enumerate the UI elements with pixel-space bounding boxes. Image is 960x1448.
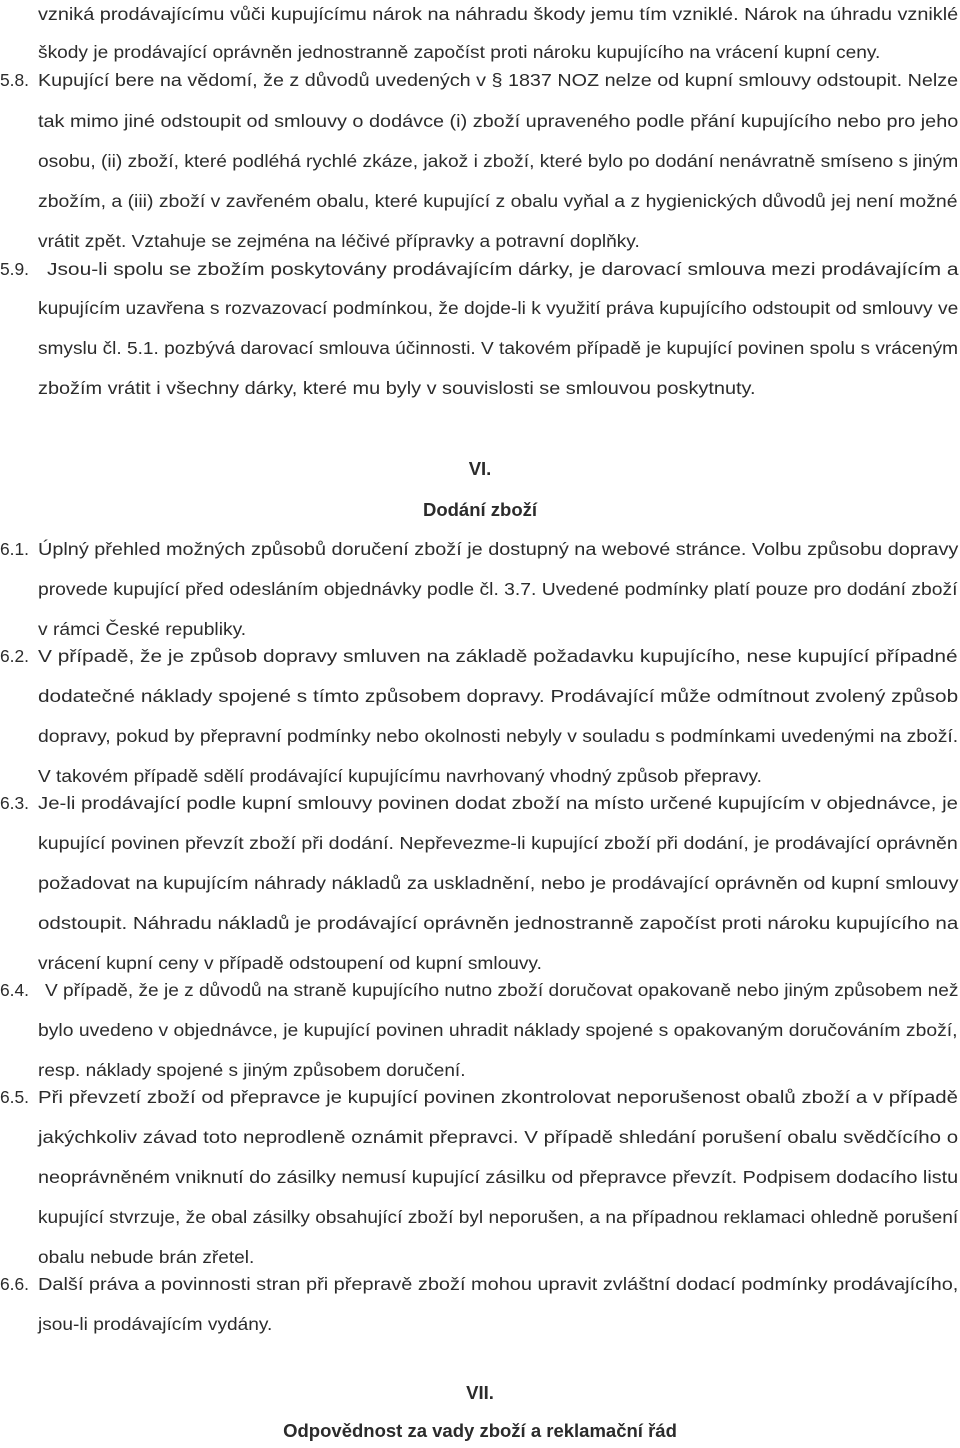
text-line: kupujícím uzavřena s rozvazovací podmínkou, že dojde-li k využití práva kupujícího odstoupit od smlouvy ve <box>38 298 959 318</box>
text-line: kupující povinen převzít zboží při dodání. Nepřevezme-li kupující zboží při dodání, je prodávající oprávněn <box>38 833 958 853</box>
text-line: Je-li prodávající podle kupní smlouvy povinen dodat zboží na místo určené kupujícím v objednávce, je <box>38 793 958 813</box>
text-line: resp. náklady spojené s jiným způsobem doručení. <box>38 1060 466 1080</box>
text-line: vzniká prodávajícímu vůči kupujícímu nárok na náhradu škody jemu tím vzniklé. Nárok na úhradu vzniklé <box>38 4 959 24</box>
paragraph-number: 5.8. <box>0 70 30 90</box>
section-number: VI. <box>468 458 492 479</box>
text-line: bylo uvedeno v objednávce, je kupující povinen uhradit náklady spojené s opakovaným doručováním zboží, <box>38 1020 958 1040</box>
text-line: dodatečné náklady spojené s tímto způsobem dopravy. Prodávající může odmítnout zvolený způsob <box>38 686 959 706</box>
text-line: provede kupující před odesláním objednávky podle čl. 3.7. Uvedené podmínky platí pouze pro dodání zboží <box>38 579 958 599</box>
paragraph-number: 5.9. <box>0 259 30 279</box>
text-line: V případě, že je způsob dopravy smluven na základě požadavku kupujícího, nese kupující případné <box>38 646 958 666</box>
text-line: Jsou-li spolu se zbožím poskytovány prodávajícím dárky, je darovací smlouva mezi prodávajícím a <box>47 259 959 279</box>
section-title: Dodání zboží <box>422 499 538 520</box>
text-line: Další práva a povinnosti stran při přepravě zboží mohou upravit zvláštní dodací podmínky prodávajícího, <box>38 1274 959 1294</box>
paragraph-number: 6.6. <box>0 1274 30 1294</box>
paragraph-number: 6.2. <box>0 646 30 666</box>
text-line: vrácení kupní ceny v případě odstoupení od kupní smlouvy. <box>38 953 542 973</box>
text-line: dopravy, pokud by přepravní podmínky nebo okolnosti nebyly v souladu s podmínkami uvedenými na zboží. <box>38 726 959 746</box>
text-line: Úplný přehled možných způsobů doručení zboží je dostupný na webové stránce. Volbu způsobu dopravy <box>38 539 959 559</box>
paragraph-number: 6.4. <box>0 980 30 1000</box>
text-line: smyslu čl. 5.1. pozbývá darovací smlouva účinnosti. V takovém případě je kupující povinen spolu s vráceným <box>38 338 959 358</box>
paragraph-number: 6.5. <box>0 1087 30 1107</box>
text-line: zbožím, a (iii) zboží v zavřeném obalu, které kupující z obalu vyňal a z hygienických důvodů jej není možné <box>38 191 958 211</box>
paragraph-number: 6.1. <box>0 539 30 559</box>
text-line: odstoupit. Náhradu nákladů je prodávající oprávněn jednostranně započíst proti nároku kupujícího na <box>38 913 959 933</box>
section-number: VII. <box>466 1382 494 1403</box>
text-line: jakýchkoliv závad toto neprodleně oznámit přepravci. V případě shledání porušení obalu svědčícího o <box>38 1127 959 1147</box>
text-line: škody je prodávající oprávněn jednostranně započíst proti nároku kupujícího na vrácení kupní ceny. <box>38 42 881 62</box>
text-line: jsou-li prodávajícím vydány. <box>38 1314 273 1334</box>
text-line: neoprávněném vniknutí do zásilky nemusí kupující zásilku od přepravce převzít. Podpisem dodacího listu <box>38 1167 959 1187</box>
text-line: obalu nebude brán zřetel. <box>38 1247 255 1267</box>
text-line: Kupující bere na vědomí, že z důvodů uvedených v § 1837 NOZ nelze od kupní smlouvy odstoupit. Nelze <box>38 70 959 90</box>
text-line: osobu, (ii) zboží, které podléhá rychlé zkáze, jakož i zboží, které bylo po dodání nenávratně smíseno s jiným <box>38 151 959 171</box>
text-line: požadovat na kupujícím náhrady nákladů za uskladnění, nebo je prodávající oprávněn od kupní smlouvy <box>38 873 959 893</box>
text-line: Při převzetí zboží od přepravce je kupující povinen zkontrolovat neporušenost obalů zboží a v případě <box>38 1087 959 1107</box>
text-line: v rámci České republiky. <box>38 619 247 639</box>
paragraph-number: 6.3. <box>0 793 30 813</box>
section-title: Odpovědnost za vady zboží a reklamační řád <box>283 1420 677 1441</box>
text-line: tak mimo jiné odstoupit od smlouvy o dodávce (i) zboží upraveného podle přání kupujícího nebo pro jeho <box>38 111 959 131</box>
text-line: V případě, že je z důvodů na straně kupujícího nutno zboží doručovat opakovaně nebo jiným způsobem než <box>45 980 959 1000</box>
text-line: kupující stvrzuje, že obal zásilky obsahující zboží byl neporušen, a na případnou reklamaci ohledně porušení <box>38 1207 959 1227</box>
text-line: vrátit zpět. Vztahuje se zejména na léčivé přípravky a potravní doplňky. <box>38 231 640 251</box>
text-line: V takovém případě sdělí prodávající kupujícímu navrhovaný vhodný způsob přepravy. <box>38 766 762 786</box>
text-line: zbožím vrátit i všechny dárky, které mu byly v souvislosti se smlouvou poskytnuty. <box>38 378 756 398</box>
